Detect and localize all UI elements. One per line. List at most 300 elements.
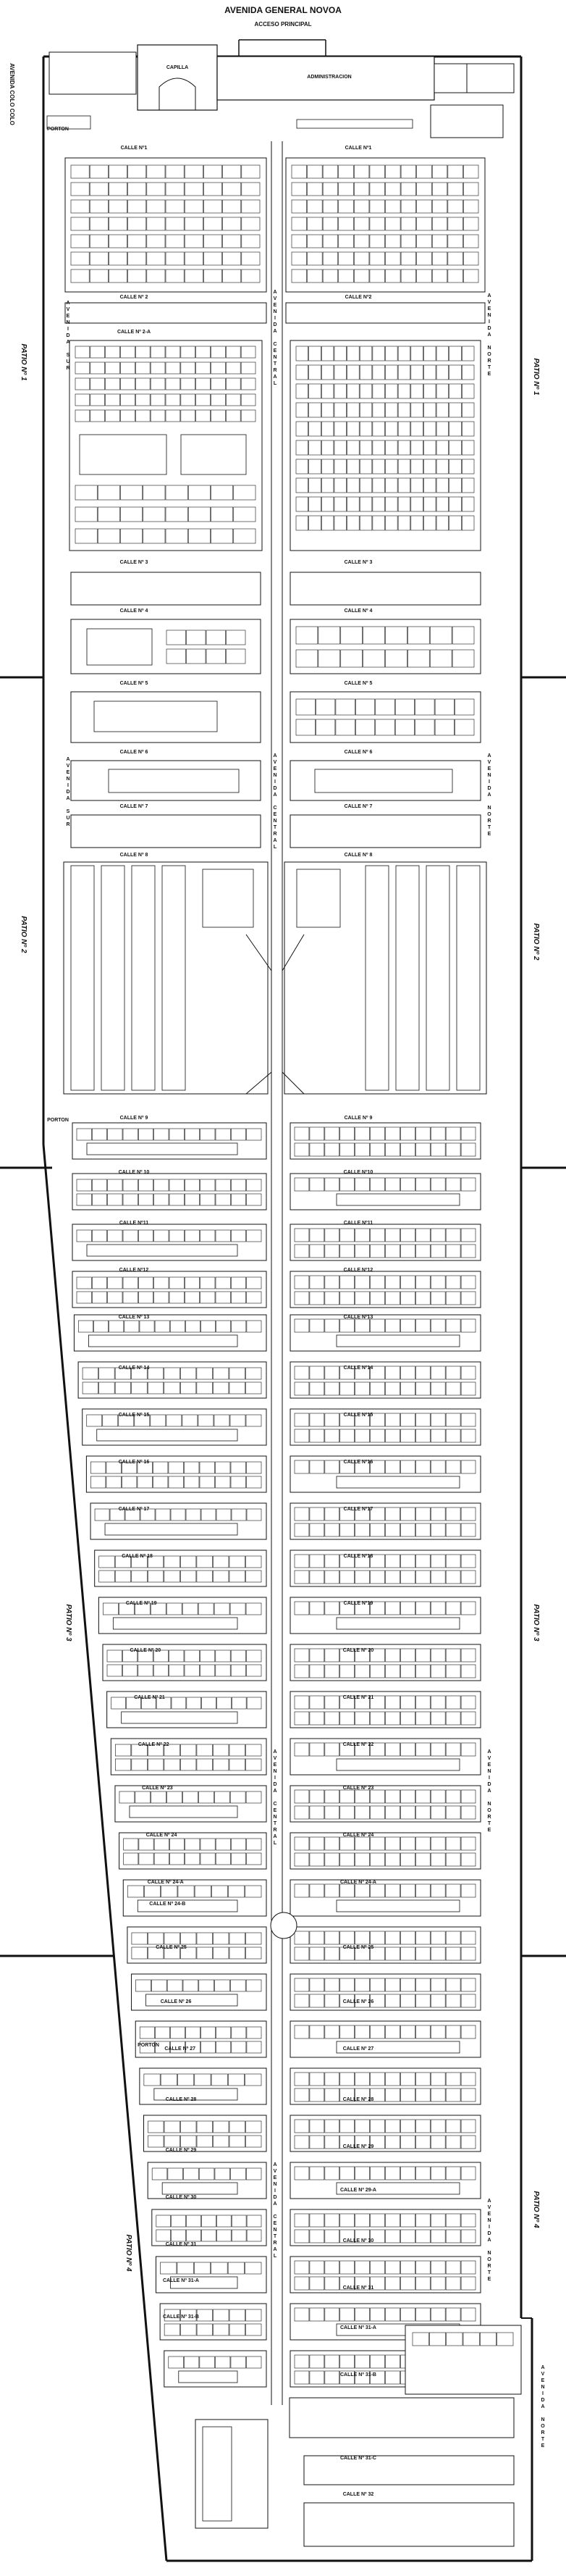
grave-plot (354, 165, 369, 178)
grave-plot (325, 1743, 339, 1756)
grave-plot (310, 1382, 324, 1395)
grave-plot (448, 165, 463, 178)
grave-plot (446, 1884, 460, 1897)
grave-plot (386, 1665, 400, 1678)
grave-plot (71, 165, 89, 178)
grave-plot (161, 2074, 177, 2086)
grave-plot (177, 2074, 193, 2086)
grave-plot (415, 1276, 430, 1289)
street-label-left: CALLE Nº 3 (119, 560, 148, 565)
grave-plot (400, 1978, 415, 1991)
avenue-sur-label-letter: A (66, 757, 70, 762)
grave-plot (170, 2027, 185, 2038)
grave-plot (355, 1127, 370, 1140)
grave-plot (247, 1839, 261, 1850)
grave-plot (316, 719, 334, 735)
grave-plot (187, 2230, 201, 2241)
grave-plot (295, 2073, 309, 2086)
grave-plot (334, 478, 347, 493)
grave-plot (151, 1791, 166, 1803)
grave-plot (181, 410, 195, 422)
grave-plot (90, 235, 108, 248)
avenue-central-label-letter: N (273, 2182, 277, 2187)
grave-plot (172, 2215, 186, 2227)
grave-plot (115, 1382, 131, 1394)
grave-plot (167, 1980, 182, 1991)
grave-plot (325, 2371, 339, 2384)
grave-plot (99, 1556, 115, 1568)
grave-plot (461, 1665, 476, 1678)
avenue-norte-label-letter: O (487, 812, 491, 817)
mausoleum (337, 1900, 460, 1912)
grave-plot (229, 1947, 245, 1959)
grave-plot (355, 699, 374, 715)
grave-plot (90, 200, 108, 213)
grave-plot (229, 1886, 245, 1897)
grave-plot (431, 1319, 445, 1332)
grave-plot (164, 1382, 180, 1394)
grave-plot (386, 252, 401, 265)
grave-plot (123, 1277, 138, 1289)
grave-plot (200, 1277, 215, 1289)
grave-plot (166, 507, 187, 522)
grave-plot (446, 1507, 460, 1521)
grave-plot (295, 1853, 309, 1866)
grave-plot (182, 1603, 198, 1615)
grave-plot (166, 649, 186, 664)
avenue-norte-label-letter: N (487, 313, 491, 318)
grave-plot (186, 1509, 200, 1521)
patio-label-left: PATIO Nº 2 (20, 916, 28, 953)
avenue-norte-label-letter: E (487, 1828, 491, 1833)
avenue-norte-label-letter: R (487, 2264, 491, 2269)
grave-plot (211, 1886, 227, 1897)
grave-plot (347, 497, 360, 511)
grave-plot (246, 1603, 261, 1615)
grave-plot (123, 1129, 138, 1140)
avenue-norte-label-letter: E (487, 306, 491, 311)
grave-plot (340, 1245, 355, 1258)
grave-plot (347, 422, 360, 436)
grave-plot (325, 2277, 339, 2290)
avenue-norte-label-letter: R (487, 1815, 491, 1820)
street-label-right: CALLE Nº10 (343, 1170, 373, 1175)
grave-plot (423, 516, 436, 530)
grave-plot (431, 1978, 445, 1991)
grave-plot (71, 183, 89, 196)
grave-plot (295, 1790, 309, 1803)
grave-plot (400, 1571, 415, 1584)
grave-plot (423, 478, 436, 493)
grave-plot (310, 2214, 324, 2227)
grave-plot (231, 2168, 246, 2180)
grave-plot (203, 200, 221, 213)
grave-plot (246, 2309, 261, 2321)
grave-plot (386, 1884, 400, 1897)
grave-plot (216, 1179, 230, 1191)
grave-plot (216, 1230, 230, 1242)
grave-plot (334, 459, 347, 474)
grave-plot (321, 403, 334, 417)
avenue-central-label-letter: A (273, 1749, 277, 1755)
grave-plot (373, 459, 385, 474)
grave-plot (90, 362, 105, 374)
mausoleum (337, 1476, 460, 1488)
grave-plot (308, 269, 323, 283)
grave-plot (169, 1853, 184, 1865)
grave-plot (415, 1319, 430, 1332)
grave-plot (386, 627, 407, 644)
grave-plot (197, 2136, 212, 2147)
grave-plot (186, 2027, 200, 2038)
grave-plot (144, 2074, 160, 2086)
grave-plot (400, 1743, 415, 1756)
grave-plot (169, 1665, 184, 1676)
avenue-central-label-letter: N (273, 2228, 277, 2233)
grave-plot (461, 1507, 476, 1521)
grave-plot (386, 1292, 400, 1305)
grave-plot (321, 516, 334, 530)
avenue-central-label-letter: C (273, 2215, 277, 2220)
grave-plot (223, 200, 241, 213)
grave-plot (325, 2308, 339, 2321)
grave-plot (109, 217, 127, 230)
grave-plot (371, 1853, 385, 1866)
grave-plot (151, 394, 165, 406)
block-8-left (71, 815, 261, 848)
avenue-norte-label-letter: V (487, 760, 491, 765)
grave-plot (232, 1321, 246, 1332)
grave-plot (211, 529, 233, 543)
grave-plot (292, 235, 307, 248)
grave-plot (203, 165, 221, 178)
street-label-left: CALLE Nº 6 (119, 750, 148, 755)
grave-plot (310, 1743, 324, 1756)
grave-plot (188, 485, 210, 500)
grave-plot (164, 2136, 179, 2147)
avenue-sur-label-letter: S (66, 353, 70, 358)
grave-plot (371, 2308, 385, 2321)
grave-plot (423, 384, 436, 398)
grave-plot (213, 1556, 229, 1568)
avenue-central-label-letter: N (273, 1815, 277, 1820)
avenue-norte-label-letter: N (487, 2251, 491, 2256)
grave-plot (292, 200, 307, 213)
grave-plot (223, 217, 241, 230)
grave-plot (144, 1886, 160, 1897)
grave-plot (94, 1321, 109, 1332)
avenue-norte-label-letter: E (541, 2443, 545, 2449)
grave-plot (461, 1884, 476, 1897)
grave-plot (415, 1127, 430, 1140)
grave-plot (310, 1366, 324, 1379)
avenue-norte-label-letter: A (487, 1789, 491, 1794)
street-label-right: CALLE Nº 32 (342, 2492, 374, 2497)
grave-plot (415, 2088, 430, 2102)
grave-plot (449, 422, 462, 436)
grave-plot (325, 1429, 339, 1442)
grave-plot (75, 378, 90, 390)
grave-plot (213, 1759, 229, 1770)
grave-plot (234, 529, 255, 543)
grave-plot (431, 1931, 445, 1944)
grave-plot (310, 1790, 324, 1803)
grave-plot (121, 394, 135, 406)
grave-plot (231, 1853, 245, 1865)
grave-plot (400, 1853, 415, 1866)
grave-plot (295, 2230, 309, 2243)
grave-plot (166, 217, 184, 230)
grave-plot (400, 1649, 415, 1662)
grave-plot (75, 362, 90, 374)
grave-plot (334, 422, 347, 436)
grave-plot (154, 1179, 169, 1191)
grave-plot (292, 183, 307, 196)
grave-plot (230, 1603, 245, 1615)
grave-plot (449, 516, 462, 530)
avenue-central-label-letter: L (273, 1841, 277, 1846)
grave-plot (292, 269, 307, 283)
grave-plot (247, 1292, 261, 1303)
grave-plot (461, 1319, 476, 1332)
mausoleum (337, 1194, 460, 1205)
grave-plot (124, 1839, 138, 1850)
grave-plot (201, 2215, 216, 2227)
grave-plot (415, 1978, 430, 1991)
grave-plot (230, 1980, 245, 1991)
grave-plot (296, 346, 308, 361)
grave-plot (431, 2277, 445, 2290)
grave-plot (166, 346, 180, 358)
grave-plot (371, 2261, 385, 2274)
grave-plot (135, 346, 150, 358)
grave-plot (164, 1368, 180, 1379)
grave-plot (183, 1980, 198, 1991)
grave-plot (325, 1523, 339, 1536)
street-label-right: CALLE Nº 20 (342, 1648, 374, 1653)
grave-plot (203, 183, 221, 196)
grave-plot (106, 410, 120, 422)
grave-plot (98, 529, 119, 543)
grave-plot (197, 1571, 213, 1582)
grave-plot (200, 1853, 215, 1865)
grave-plot (446, 1649, 460, 1662)
grave-plot (138, 1292, 153, 1303)
grave-plot (446, 1837, 460, 1850)
street-label-right: CALLE Nº 29 (342, 2144, 374, 2149)
grave-plot (355, 1853, 370, 1866)
grave-plot (241, 378, 255, 390)
grave-plot (325, 1884, 339, 1897)
grave-plot (446, 1143, 460, 1156)
grave-plot (194, 2262, 210, 2274)
avenue-central-label-letter: E (273, 2175, 277, 2180)
forecourt-building (49, 52, 136, 94)
grave-plot (400, 1229, 415, 1242)
niche-gallery (132, 866, 155, 1090)
grave-plot (325, 1978, 339, 1991)
grave-plot (411, 478, 423, 493)
grave-plot (200, 1476, 215, 1488)
street-label-right: CALLE Nº 31-C (339, 2456, 377, 2461)
grave-plot (386, 1507, 400, 1521)
avenue-central-label-letter: R (273, 368, 277, 373)
avenue-central-label-letter: T (273, 825, 277, 830)
street-label-right: CALLE Nº1 (345, 146, 372, 151)
grave-plot (296, 719, 315, 735)
grave-plot (107, 1650, 122, 1662)
grave-plot (355, 2355, 370, 2368)
avenue-central-label-letter: D (273, 786, 277, 791)
grave-plot (151, 1980, 166, 1991)
grave-plot (323, 165, 338, 178)
grave-plot (371, 1978, 385, 1991)
grave-plot (340, 1229, 355, 1242)
patio-label-right: PATIO Nº 2 (532, 923, 540, 961)
grave-plot (400, 2136, 415, 2149)
grave-plot (310, 1994, 324, 2007)
grave-plot (446, 1947, 460, 1960)
grave-plot (431, 1947, 445, 1960)
avenue-central-label-letter: D (273, 322, 277, 327)
grave-plot (295, 1507, 309, 1521)
grave-plot (234, 485, 255, 500)
grave-plot (463, 183, 478, 196)
grave-plot (339, 165, 354, 178)
grave-plot (448, 252, 463, 265)
grave-plot (339, 235, 354, 248)
grave-plot (223, 252, 241, 265)
grave-plot (423, 497, 436, 511)
avenue-central-label-letter: E (273, 766, 277, 771)
grave-plot (310, 1665, 324, 1678)
grave-plot (247, 1277, 261, 1289)
grave-plot (78, 1321, 93, 1332)
grave-plot (355, 2120, 370, 2133)
avenue-sur-label-letter: D (66, 790, 70, 795)
grave-plot (400, 1884, 415, 1897)
avenue-norte-label-letter: N (541, 2385, 545, 2390)
grave-plot (386, 1382, 400, 1395)
grave-plot (206, 630, 226, 645)
grave-plot (83, 1368, 98, 1379)
block-31c (290, 2398, 514, 2438)
grave-plot (135, 1791, 151, 1803)
grave-plot (310, 2136, 324, 2149)
grave-plot (154, 1194, 169, 1205)
grave-plot (334, 346, 347, 361)
grave-plot (295, 1978, 309, 1991)
street-label-left: CALLE Nº 31-A (162, 2278, 200, 2283)
grave-plot (415, 1853, 430, 1866)
grave-plot (386, 2167, 400, 2180)
grave-plot (166, 630, 186, 645)
grave-plot (400, 1413, 415, 1426)
grave-plot (231, 1230, 245, 1242)
street-label-left: CALLE Nº 17 (118, 1507, 150, 1512)
grave-plot (296, 403, 308, 417)
grave-plot (400, 1602, 415, 1615)
grave-plot (296, 516, 308, 530)
grave-plot (106, 378, 120, 390)
grave-plot (415, 2136, 430, 2149)
mausoleum (203, 869, 253, 927)
grave-plot (75, 394, 90, 406)
street-label-right: CALLE Nº 31-A (339, 2325, 377, 2330)
grave-plot (436, 422, 449, 436)
avenue-sur-label-letter: R (66, 366, 70, 371)
grave-plot (169, 1292, 184, 1303)
grave-plot (185, 1277, 199, 1289)
grave-plot (415, 1292, 430, 1305)
grave-plot (371, 1127, 385, 1140)
avenue-central-label-letter: E (273, 303, 277, 308)
grave-plot (340, 2214, 355, 2227)
grave-plot (99, 1382, 115, 1394)
street-label-right: CALLE Nº 23 (342, 1786, 374, 1791)
grave-plot (340, 1978, 355, 1991)
grave-plot (295, 1931, 309, 1944)
grave-plot (373, 403, 385, 417)
grave-plot (247, 2230, 261, 2241)
grave-plot (181, 2121, 196, 2133)
grave-plot (148, 1368, 164, 1379)
grave-plot (497, 2333, 513, 2346)
grave-plot (169, 1476, 184, 1488)
avenue-norte-label-letter: I (489, 319, 490, 325)
grave-plot (431, 1382, 445, 1395)
grave-plot (215, 1980, 230, 1991)
grave-plot (401, 252, 416, 265)
grave-plot (143, 529, 165, 543)
grave-plot (296, 627, 318, 644)
grave-plot (90, 217, 108, 230)
grave-plot (310, 1178, 324, 1191)
grave-plot (166, 1415, 182, 1426)
patio-label-right: PATIO Nº 4 (532, 2191, 540, 2228)
grave-plot (340, 1571, 355, 1584)
grave-plot (463, 217, 478, 230)
grave-plot (347, 478, 360, 493)
grave-plot (310, 2025, 324, 2038)
grave-plot (415, 719, 434, 735)
grave-plot (169, 1277, 184, 1289)
grave-plot (166, 183, 184, 196)
street-label-left: CALLE Nº 30 (165, 2195, 197, 2200)
avenue-norte-label-letter: R (487, 819, 491, 824)
grave-plot (446, 1127, 460, 1140)
niche-gallery (457, 866, 480, 1090)
grave-plot (223, 183, 241, 196)
grave-plot (462, 403, 474, 417)
grave-plot (309, 459, 321, 474)
grave-plot (449, 478, 462, 493)
street-label-right: CALLE Nº 22 (342, 1742, 374, 1747)
grave-plot (231, 1462, 246, 1473)
grave-plot (371, 1712, 385, 1725)
grave-plot (432, 252, 447, 265)
street-label-left: CALLE Nº 16 (118, 1460, 150, 1465)
grave-plot (415, 2025, 430, 2038)
grave-plot (325, 1413, 339, 1426)
grave-plot (247, 1179, 261, 1191)
grave-plot (449, 459, 462, 474)
grave-plot (135, 378, 150, 390)
grave-plot (398, 459, 410, 474)
mausoleum (315, 769, 452, 793)
grave-plot (169, 1462, 184, 1473)
grave-plot (400, 1712, 415, 1725)
